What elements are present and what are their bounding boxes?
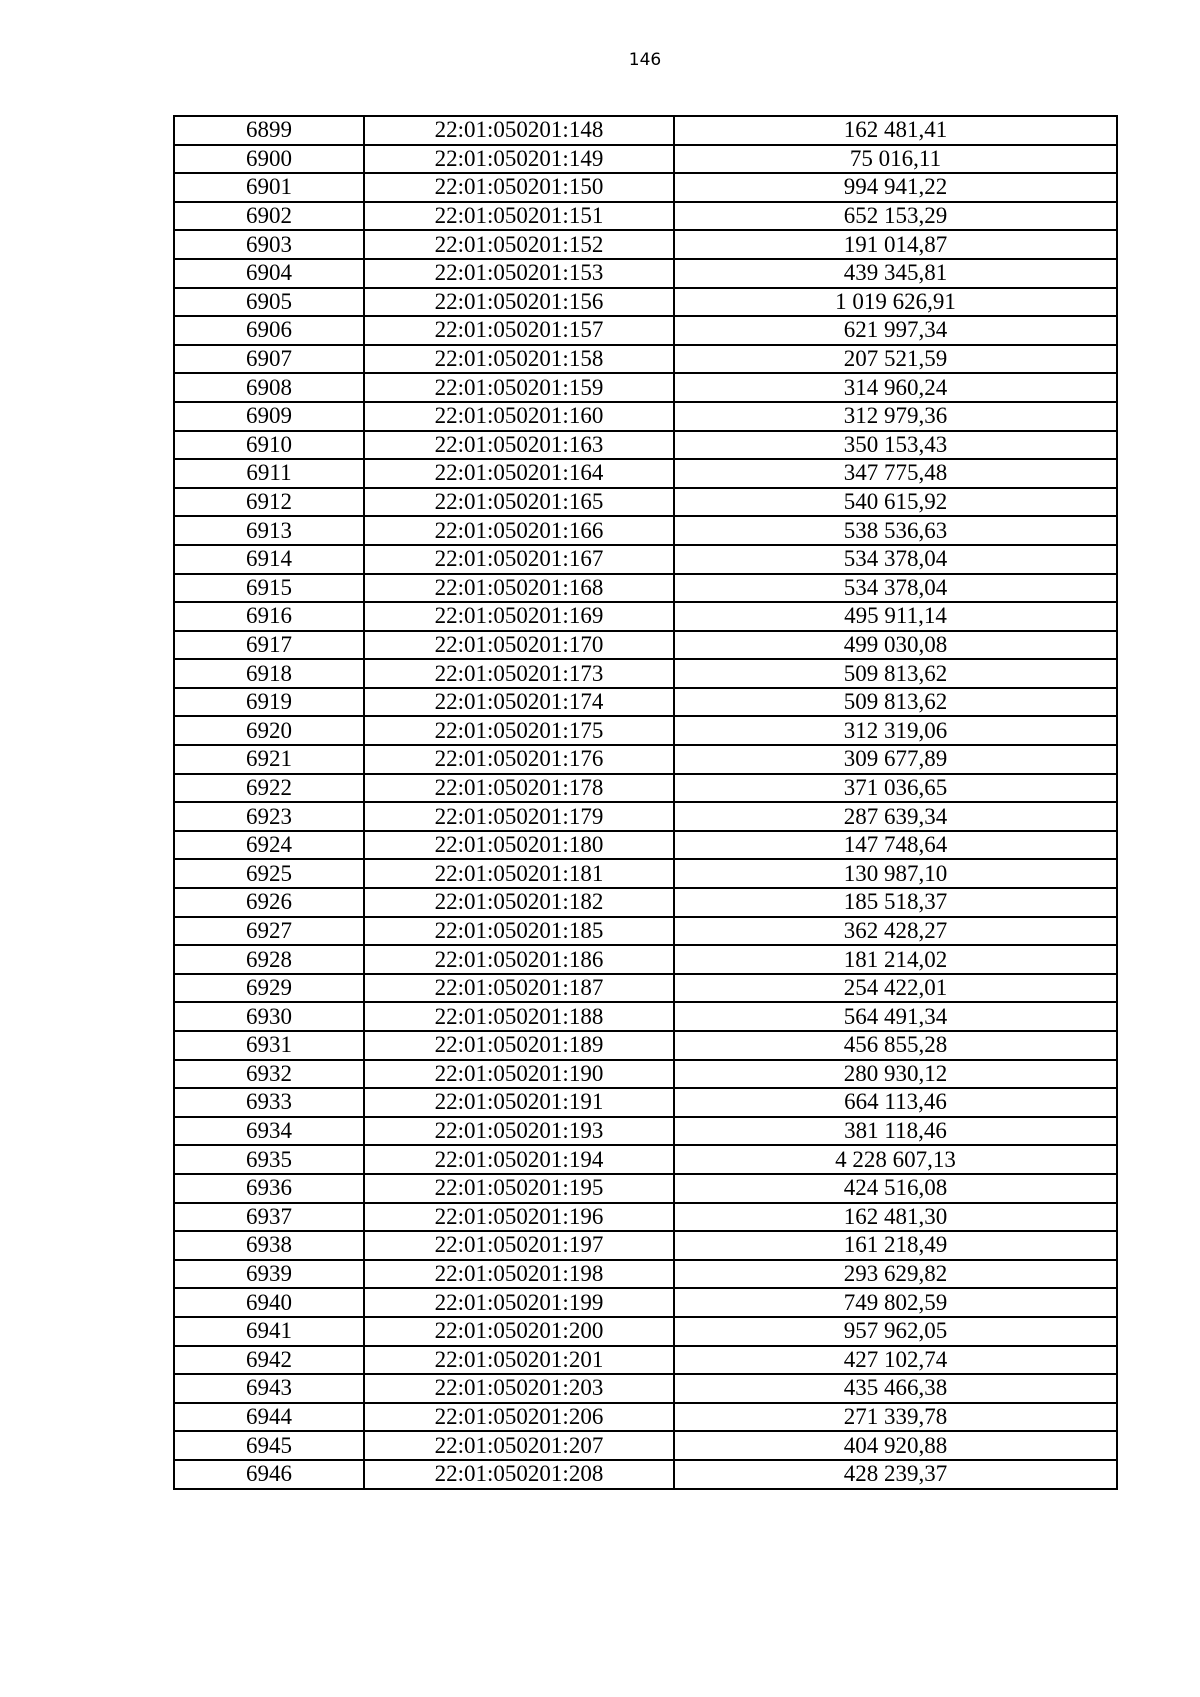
table-row <box>174 1002 1117 1031</box>
value-cell: 1 019 626,91 <box>674 288 1117 317</box>
table-row <box>174 402 1117 431</box>
cadastral-number-cell: 22:01:050201:206 <box>364 1403 674 1432</box>
table-row <box>174 1460 1117 1489</box>
cadastral-number-cell: 22:01:050201:188 <box>364 1002 674 1031</box>
value-cell: 495 911,14 <box>674 602 1117 631</box>
data-table <box>173 115 1118 1490</box>
table-row <box>174 316 1117 345</box>
cadastral-number-cell: 22:01:050201:201 <box>364 1346 674 1375</box>
table-row <box>174 1346 1117 1375</box>
table-row <box>174 1288 1117 1317</box>
cadastral-number-cell: 22:01:050201:193 <box>364 1117 674 1146</box>
table-row <box>174 716 1117 745</box>
value-cell: 424 516,08 <box>674 1174 1117 1203</box>
value-cell: 314 960,24 <box>674 373 1117 402</box>
table-row <box>174 602 1117 631</box>
value-cell: 439 345,81 <box>674 259 1117 288</box>
value-cell: 749 802,59 <box>674 1288 1117 1317</box>
row-number-cell: 6919 <box>174 688 364 717</box>
value-cell: 540 615,92 <box>674 488 1117 517</box>
row-number-cell: 6913 <box>174 516 364 545</box>
row-number-cell: 6929 <box>174 974 364 1003</box>
row-number-cell: 6906 <box>174 316 364 345</box>
cadastral-number-cell: 22:01:050201:175 <box>364 716 674 745</box>
value-cell: 957 962,05 <box>674 1317 1117 1346</box>
table-row <box>174 1403 1117 1432</box>
table-row <box>174 202 1117 231</box>
row-number-cell: 6915 <box>174 574 364 603</box>
row-number-cell: 6909 <box>174 402 364 431</box>
value-cell: 664 113,46 <box>674 1088 1117 1117</box>
value-cell: 191 014,87 <box>674 230 1117 259</box>
row-number-cell: 6925 <box>174 859 364 888</box>
value-cell: 254 422,01 <box>674 974 1117 1003</box>
value-cell: 509 813,62 <box>674 659 1117 688</box>
row-number-cell: 6927 <box>174 917 364 946</box>
cadastral-number-cell: 22:01:050201:181 <box>364 859 674 888</box>
table-row <box>174 230 1117 259</box>
row-number-cell: 6914 <box>174 545 364 574</box>
row-number-cell: 6916 <box>174 602 364 631</box>
row-number-cell: 6945 <box>174 1431 364 1460</box>
value-cell: 162 481,30 <box>674 1203 1117 1232</box>
value-cell: 404 920,88 <box>674 1431 1117 1460</box>
value-cell: 161 218,49 <box>674 1231 1117 1260</box>
value-cell: 534 378,04 <box>674 574 1117 603</box>
table-row <box>174 945 1117 974</box>
value-cell: 456 855,28 <box>674 1031 1117 1060</box>
row-number-cell: 6936 <box>174 1174 364 1203</box>
row-number-cell: 6911 <box>174 459 364 488</box>
value-cell: 309 677,89 <box>674 745 1117 774</box>
row-number-cell: 6921 <box>174 745 364 774</box>
cadastral-number-cell: 22:01:050201:185 <box>364 917 674 946</box>
row-number-cell: 6938 <box>174 1231 364 1260</box>
row-number-cell: 6910 <box>174 431 364 460</box>
row-number-cell: 6904 <box>174 259 364 288</box>
cadastral-number-cell: 22:01:050201:169 <box>364 602 674 631</box>
table-row <box>174 1031 1117 1060</box>
value-cell: 994 941,22 <box>674 173 1117 202</box>
cadastral-number-cell: 22:01:050201:199 <box>364 1288 674 1317</box>
cadastral-number-cell: 22:01:050201:190 <box>364 1060 674 1089</box>
table-row <box>174 1060 1117 1089</box>
cadastral-number-cell: 22:01:050201:159 <box>364 373 674 402</box>
row-number-cell: 6935 <box>174 1145 364 1174</box>
table-row <box>174 1374 1117 1403</box>
value-cell: 185 518,37 <box>674 888 1117 917</box>
table-row <box>174 1203 1117 1232</box>
table-row <box>174 145 1117 174</box>
value-cell: 287 639,34 <box>674 802 1117 831</box>
row-number-cell: 6902 <box>174 202 364 231</box>
table-row <box>174 802 1117 831</box>
row-number-cell: 6903 <box>174 230 364 259</box>
table-row <box>174 745 1117 774</box>
table-row <box>174 259 1117 288</box>
table-row <box>174 574 1117 603</box>
cadastral-number-cell: 22:01:050201:207 <box>364 1431 674 1460</box>
cadastral-number-cell: 22:01:050201:203 <box>364 1374 674 1403</box>
table-row <box>174 1431 1117 1460</box>
value-cell: 427 102,74 <box>674 1346 1117 1375</box>
table-row <box>174 917 1117 946</box>
table-row <box>174 688 1117 717</box>
row-number-cell: 6930 <box>174 1002 364 1031</box>
row-number-cell: 6917 <box>174 631 364 660</box>
row-number-cell: 6937 <box>174 1203 364 1232</box>
cadastral-number-cell: 22:01:050201:179 <box>364 802 674 831</box>
table-row <box>174 545 1117 574</box>
value-cell: 534 378,04 <box>674 545 1117 574</box>
value-cell: 162 481,41 <box>674 116 1117 145</box>
row-number-cell: 6907 <box>174 345 364 374</box>
cadastral-number-cell: 22:01:050201:166 <box>364 516 674 545</box>
cadastral-number-cell: 22:01:050201:186 <box>364 945 674 974</box>
table-row <box>174 831 1117 860</box>
value-cell: 347 775,48 <box>674 459 1117 488</box>
row-number-cell: 6912 <box>174 488 364 517</box>
table-row <box>174 345 1117 374</box>
table-row <box>174 288 1117 317</box>
value-cell: 280 930,12 <box>674 1060 1117 1089</box>
row-number-cell: 6934 <box>174 1117 364 1146</box>
row-number-cell: 6942 <box>174 1346 364 1375</box>
row-number-cell: 6918 <box>174 659 364 688</box>
value-cell: 75 016,11 <box>674 145 1117 174</box>
row-number-cell: 6901 <box>174 173 364 202</box>
cadastral-number-cell: 22:01:050201:163 <box>364 431 674 460</box>
cadastral-number-cell: 22:01:050201:157 <box>364 316 674 345</box>
cadastral-number-cell: 22:01:050201:197 <box>364 1231 674 1260</box>
table-row <box>174 1174 1117 1203</box>
row-number-cell: 6923 <box>174 802 364 831</box>
table-row <box>174 1088 1117 1117</box>
table-row <box>174 116 1117 145</box>
cadastral-number-cell: 22:01:050201:178 <box>364 774 674 803</box>
row-number-cell: 6933 <box>174 1088 364 1117</box>
row-number-cell: 6940 <box>174 1288 364 1317</box>
cadastral-number-cell: 22:01:050201:187 <box>364 974 674 1003</box>
table-row <box>174 888 1117 917</box>
row-number-cell: 6931 <box>174 1031 364 1060</box>
value-cell: 621 997,34 <box>674 316 1117 345</box>
row-number-cell: 6946 <box>174 1460 364 1489</box>
cadastral-number-cell: 22:01:050201:194 <box>364 1145 674 1174</box>
table-row <box>174 631 1117 660</box>
value-cell: 312 979,36 <box>674 402 1117 431</box>
row-number-cell: 6928 <box>174 945 364 974</box>
cadastral-number-cell: 22:01:050201:150 <box>364 173 674 202</box>
row-number-cell: 6944 <box>174 1403 364 1432</box>
value-cell: 181 214,02 <box>674 945 1117 974</box>
cadastral-number-cell: 22:01:050201:173 <box>364 659 674 688</box>
table-row <box>174 1117 1117 1146</box>
row-number-cell: 6926 <box>174 888 364 917</box>
value-cell: 652 153,29 <box>674 202 1117 231</box>
cadastral-number-cell: 22:01:050201:198 <box>364 1260 674 1289</box>
row-number-cell: 6939 <box>174 1260 364 1289</box>
value-cell: 147 748,64 <box>674 831 1117 860</box>
cadastral-number-cell: 22:01:050201:158 <box>364 345 674 374</box>
value-cell: 499 030,08 <box>674 631 1117 660</box>
value-cell: 271 339,78 <box>674 1403 1117 1432</box>
value-cell: 4 228 607,13 <box>674 1145 1117 1174</box>
row-number-cell: 6899 <box>174 116 364 145</box>
row-number-cell: 6941 <box>174 1317 364 1346</box>
table-row <box>174 974 1117 1003</box>
value-cell: 371 036,65 <box>674 774 1117 803</box>
cadastral-number-cell: 22:01:050201:153 <box>364 259 674 288</box>
cadastral-number-cell: 22:01:050201:151 <box>364 202 674 231</box>
value-cell: 362 428,27 <box>674 917 1117 946</box>
cadastral-number-cell: 22:01:050201:165 <box>364 488 674 517</box>
cadastral-number-cell: 22:01:050201:156 <box>364 288 674 317</box>
value-cell: 381 118,46 <box>674 1117 1117 1146</box>
page-number: 146 <box>628 50 662 70</box>
cadastral-number-cell: 22:01:050201:160 <box>364 402 674 431</box>
value-cell: 312 319,06 <box>674 716 1117 745</box>
table-row <box>174 488 1117 517</box>
cadastral-number-cell: 22:01:050201:170 <box>364 631 674 660</box>
table-row <box>174 1145 1117 1174</box>
row-number-cell: 6943 <box>174 1374 364 1403</box>
cadastral-number-cell: 22:01:050201:180 <box>364 831 674 860</box>
cadastral-number-cell: 22:01:050201:164 <box>364 459 674 488</box>
table-row <box>174 431 1117 460</box>
row-number-cell: 6920 <box>174 716 364 745</box>
row-number-cell: 6924 <box>174 831 364 860</box>
table-body <box>174 116 1117 1489</box>
value-cell: 538 536,63 <box>674 516 1117 545</box>
table-row <box>174 659 1117 688</box>
cadastral-number-cell: 22:01:050201:168 <box>364 574 674 603</box>
cadastral-number-cell: 22:01:050201:195 <box>364 1174 674 1203</box>
value-cell: 428 239,37 <box>674 1460 1117 1489</box>
value-cell: 564 491,34 <box>674 1002 1117 1031</box>
cadastral-number-cell: 22:01:050201:189 <box>364 1031 674 1060</box>
row-number-cell: 6900 <box>174 145 364 174</box>
cadastral-number-cell: 22:01:050201:182 <box>364 888 674 917</box>
table-row <box>174 459 1117 488</box>
value-cell: 509 813,62 <box>674 688 1117 717</box>
row-number-cell: 6905 <box>174 288 364 317</box>
cadastral-number-cell: 22:01:050201:191 <box>364 1088 674 1117</box>
value-cell: 293 629,82 <box>674 1260 1117 1289</box>
cadastral-number-cell: 22:01:050201:148 <box>364 116 674 145</box>
table-row <box>174 173 1117 202</box>
cadastral-number-cell: 22:01:050201:196 <box>364 1203 674 1232</box>
cadastral-number-cell: 22:01:050201:208 <box>364 1460 674 1489</box>
cadastral-number-cell: 22:01:050201:176 <box>364 745 674 774</box>
table-row <box>174 774 1117 803</box>
value-cell: 350 153,43 <box>674 431 1117 460</box>
cadastral-number-cell: 22:01:050201:167 <box>364 545 674 574</box>
value-cell: 130 987,10 <box>674 859 1117 888</box>
value-cell: 207 521,59 <box>674 345 1117 374</box>
table-row <box>174 373 1117 402</box>
cadastral-number-cell: 22:01:050201:152 <box>364 230 674 259</box>
table-row <box>174 1260 1117 1289</box>
cadastral-number-cell: 22:01:050201:200 <box>364 1317 674 1346</box>
cadastral-number-cell: 22:01:050201:149 <box>364 145 674 174</box>
value-cell: 435 466,38 <box>674 1374 1117 1403</box>
row-number-cell: 6922 <box>174 774 364 803</box>
table-row <box>174 516 1117 545</box>
table-row <box>174 859 1117 888</box>
cadastral-number-cell: 22:01:050201:174 <box>364 688 674 717</box>
row-number-cell: 6932 <box>174 1060 364 1089</box>
table-row <box>174 1317 1117 1346</box>
table-row <box>174 1231 1117 1260</box>
row-number-cell: 6908 <box>174 373 364 402</box>
